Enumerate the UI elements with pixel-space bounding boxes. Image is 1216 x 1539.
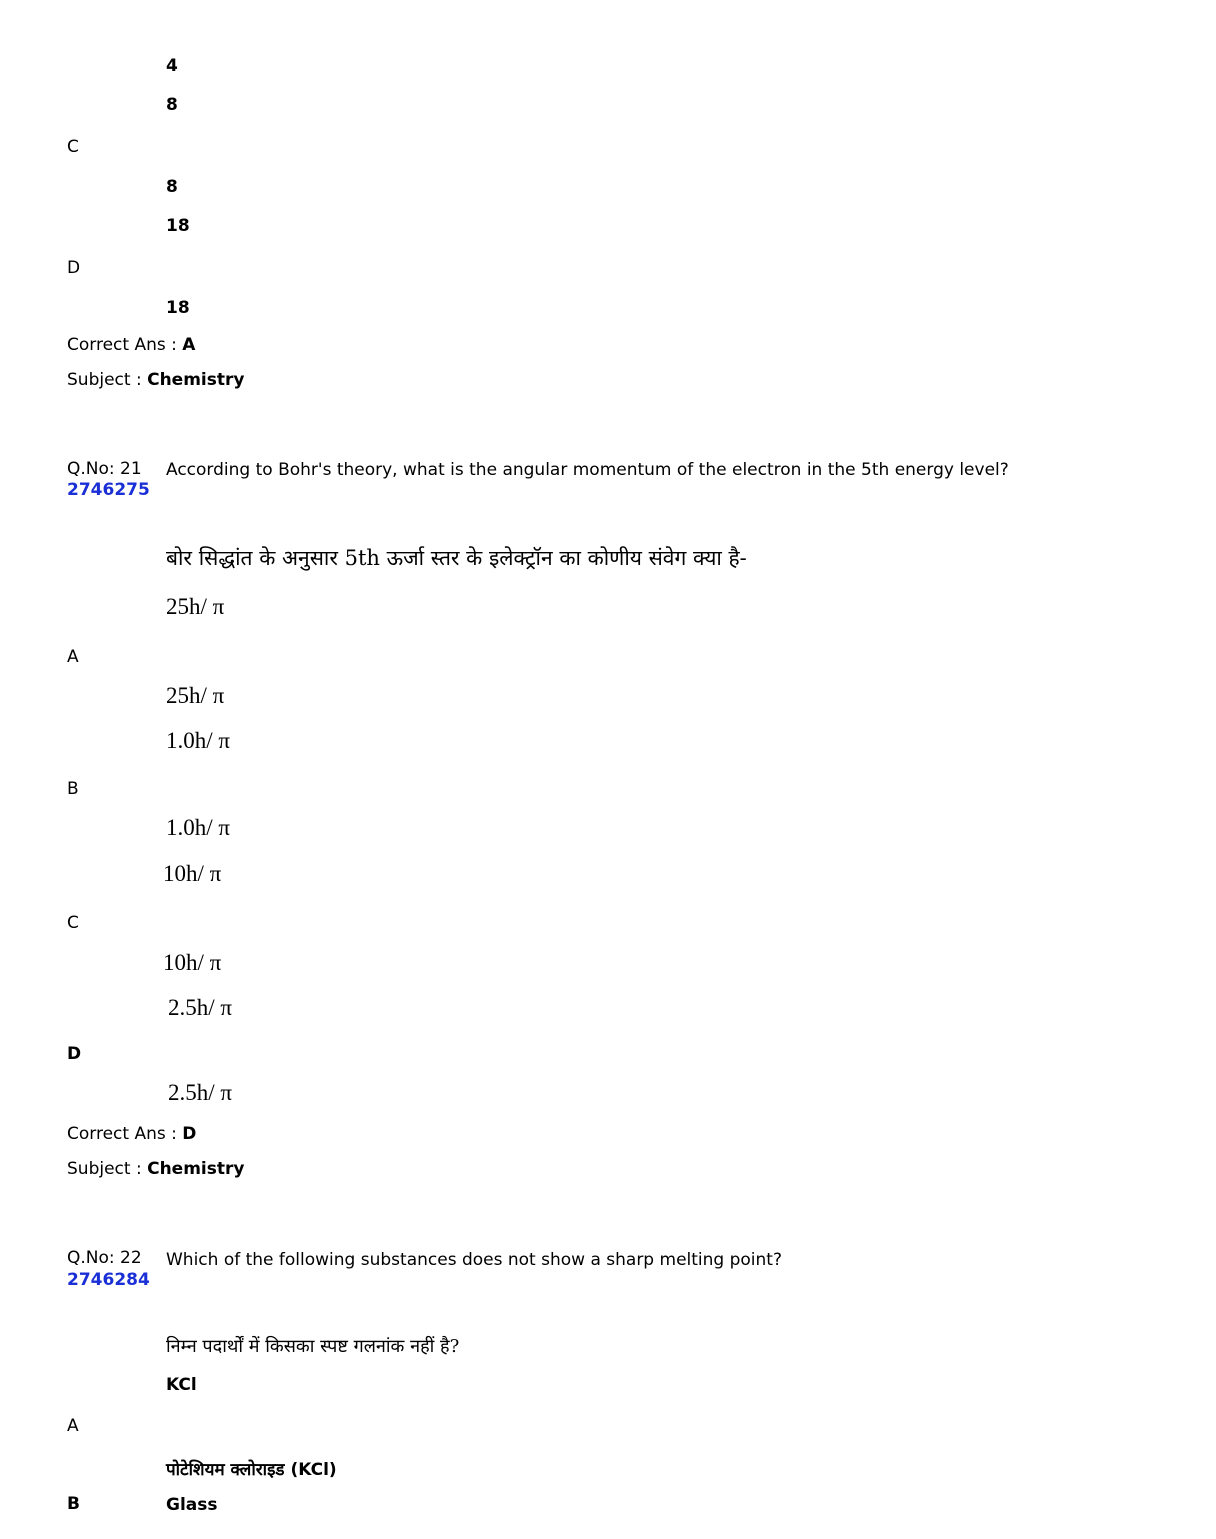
- question-text-hindi: बोर सिद्धांत के अनुसार 5th ऊर्जा स्तर के इलेक्ट्रॉन का कोणीय संवेग क्या है-: [166, 546, 747, 570]
- correct-answer-value: A: [182, 335, 196, 355]
- question-number: Q.No: 21: [67, 459, 142, 479]
- option-letter-b: B: [67, 779, 79, 799]
- formula-text: 2.5h/ π: [168, 1080, 233, 1105]
- correct-answer-label: Correct Ans :: [67, 335, 177, 355]
- question-text: According to Bohr's theory, what is the angular momentum of the electron in the 5th energy level?: [166, 460, 1009, 480]
- correct-answer-label: Correct Ans :: [67, 1124, 177, 1144]
- question-text-hindi: निम्न पदार्थों में किसका स्पष्ट गलनांक नहीं है?: [166, 1336, 460, 1357]
- correct-answer: [67, 335, 195, 355]
- correct-answer: [67, 1124, 196, 1144]
- subject-label: Subject :: [67, 370, 142, 390]
- option-letter-a: A: [67, 1416, 79, 1436]
- subject-value: Chemistry: [147, 370, 245, 390]
- question-number: Q.No: 22: [67, 1248, 142, 1268]
- subject-value: Chemistry: [147, 1159, 245, 1179]
- option-letter-a: A: [67, 647, 79, 667]
- correct-answer-value: D: [182, 1124, 197, 1144]
- option-text: 18: [166, 216, 190, 236]
- option-text: KCl: [166, 1375, 197, 1395]
- formula-text: 2.5h/ π: [168, 995, 233, 1020]
- question-id: 2746284: [67, 1270, 150, 1290]
- option-letter-b: B: [67, 1494, 80, 1514]
- option-letter-c: C: [67, 913, 79, 933]
- question-id: 2746275: [67, 480, 150, 500]
- option-letter-d: D: [67, 1044, 82, 1064]
- option-text-hindi: पोटेशियम क्लोराइड (KCl): [166, 1460, 337, 1480]
- subject-label: Subject :: [67, 1159, 142, 1179]
- option-letter-d: D: [67, 258, 81, 278]
- formula-text: 1.0h/ π: [166, 728, 231, 753]
- option-text: 8: [166, 177, 178, 197]
- option-text: Glass: [166, 1495, 218, 1515]
- option-text: 4: [166, 56, 178, 76]
- option-letter-c: C: [67, 137, 79, 157]
- subject: [67, 1159, 244, 1179]
- formula-text: 1.0h/ π: [166, 815, 231, 840]
- formula-text: 25h/ π: [166, 683, 225, 708]
- option-text: 8: [166, 95, 178, 115]
- option-text: 18: [166, 298, 190, 318]
- formula-text: 25h/ π: [166, 594, 225, 619]
- formula-text: 10h/ π: [163, 950, 222, 975]
- formula-text: 10h/ π: [163, 861, 222, 886]
- question-text: Which of the following substances does not show a sharp melting point?: [166, 1250, 782, 1270]
- subject: [67, 370, 244, 390]
